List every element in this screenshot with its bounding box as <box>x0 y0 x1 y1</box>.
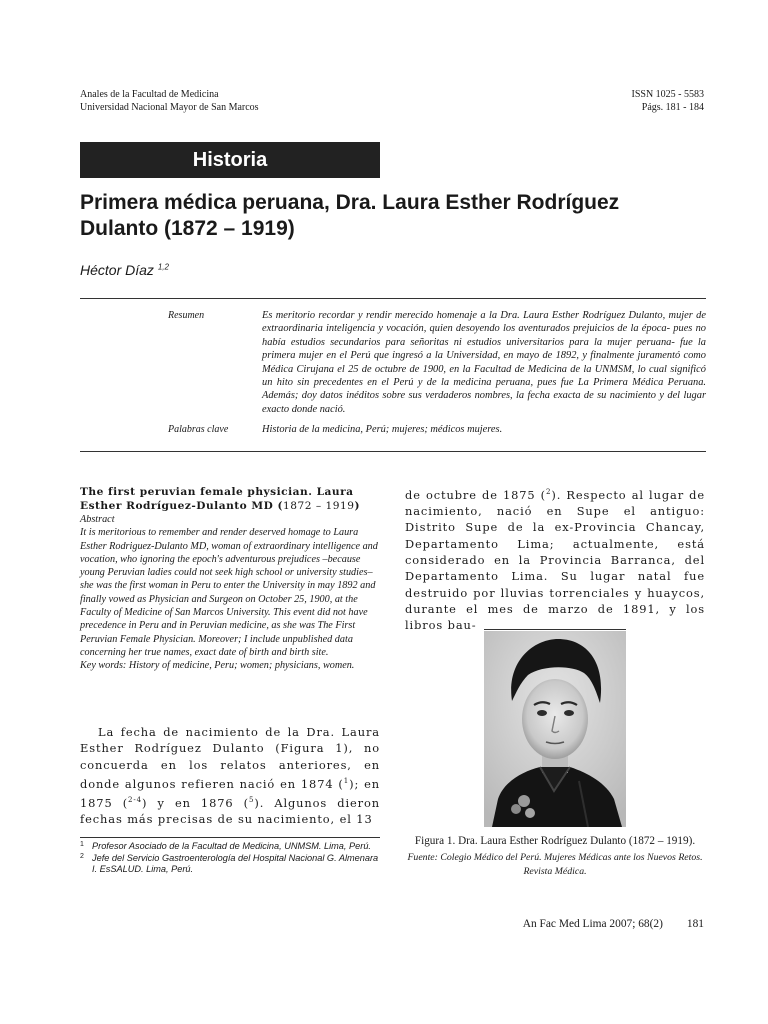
journal-header <box>80 88 259 114</box>
english-keywords: Key words: History of medicine, Peru; women; physicians, women. <box>80 660 355 672</box>
portrait-image <box>484 631 626 827</box>
footnotes <box>80 841 380 876</box>
article-title: Primera médica peruana, Dra. Laura Esther Rodríguez Dulanto (1872 – 1919) <box>80 191 620 240</box>
keywords-label: Palabras clave <box>168 424 229 435</box>
abstract-text: It is meritorious to remember and render deserved homage to Laura Esther Rodriguez-Dulanto MD, woman of extraordinary intelligence and vocation, who ignoring the epoch's adventurous prejudices –because young Peruvian ladies could not seek high school or university studies– she was the first woman in Peru to enter the University in may 1892 and finally vowed as Physician and Surgeon on October 25, 1900, at the Faculty of Medicine of San Marcos University. This event did not have precedence in Peru and in Peruvian medicine, as she was The First Peruvian Female Physician. Moreover; I include unpublished data concerning her true names, exact date of birth and birth site. <box>80 527 378 658</box>
english-abstract <box>80 513 380 673</box>
body-text-right: de octubre de 1875 ($^2$). Respecto al lugar de nacimiento, nació en Supe el antiguo: Distrito Supe de la ex-Provincia Chancay, Departamento Lima; actualmente, está considerado en la Provincia Barranca, del Departamento Lima. Su lugar natal fue destruido por lluvias torrenciales y huaycos, durante el mes de marzo de 1891, y los libros bau- <box>405 487 706 633</box>
footnote-1: 1 Profesor Asociado de la Facultad de Medicina, UNMSM. Lima, Perú. <box>80 841 371 851</box>
figure-caption: Figura 1. Dra. Laura Esther Rodríguez Dulanto (1872 – 1919). <box>414 835 696 847</box>
journal-name: Anales de la Facultad de Medicina <box>80 89 219 100</box>
footnote-rule <box>80 837 380 838</box>
keywords-text: Historia de la medicina, Perú; mujeres; médicos mujeres. <box>262 424 503 435</box>
resumen-text: Es meritorio recordar y rendir merecido homenaje a la Dra. Laura Esther Rodríguez Dulanto, mujer de extraordinaria inteligencia y vocación, quien desoyendo los aventurados prejuicios de la época- pues no había estudios secundarios para señoritas ni estudios universitarios para la mujer peruana- fue la primera mujer en el Perú que ingresó a la Universidad, en mayo de 1892, y finalmente juramentó como Médica Cirujana el 25 de octubre de 1900, en la Facultad de Medicina de la UNMSM, lo cual significó un hito sin precedentes en el Perú y de la medicina peruana, pues fue La Primera Médica Peruana. Además; doy datos inéditos sobre sus verdaderos nombres, la fecha exacta de su nacimiento y del lugar exacto donde nació. <box>262 310 706 415</box>
english-title: The first peruvian female physician. Laura Esther Rodríguez-Dulanto MD (1872 – 1919) <box>80 486 360 512</box>
footnote-2: 2 Jefe del Servicio Gastroenterología del Hospital Nacional G. Almenara I. EsSALUD. Lima, Perú. <box>80 852 379 874</box>
resumen-label: Resumen <box>168 310 205 321</box>
author <box>80 262 169 278</box>
section-label: Historia <box>80 142 380 178</box>
figure-source: Fuente: Colegio Médico del Perú. Mujeres Médicas ante los Nuevos Retos. Revista Médica. <box>407 852 703 877</box>
page-range: Págs. 181 - 184 <box>641 102 704 113</box>
journal-citation: An Fac Med Lima 2007; 68(2) <box>522 918 663 930</box>
divider-bottom <box>80 451 706 452</box>
university-name: Universidad Nacional Mayor de San Marcos <box>80 102 259 113</box>
abstract-label: Abstract <box>80 514 115 525</box>
body-text-left: La fecha de nacimiento de la Dra. Laura Esther Rodríguez Dulanto (Figura 1), no concuerda en los relatos anteriores, en donde algunos refieren nació en 1874 ($^1$); en 1875 ($^{2-4}$) y en 1876 ($^5$). Algunos dieron fechas más precisas de su nacimiento, el 13 <box>80 725 381 827</box>
page-number: 181 <box>686 918 704 930</box>
issn: ISSN 1025 - 5583 <box>631 89 704 100</box>
figure-rule <box>484 629 626 630</box>
issn-header <box>631 88 704 114</box>
portrait-photo <box>484 631 626 827</box>
divider-top <box>80 298 706 299</box>
author-name: Héctor Díaz <box>80 262 154 278</box>
page-footer <box>523 918 704 930</box>
author-affiliation: 1,2 <box>157 262 169 272</box>
